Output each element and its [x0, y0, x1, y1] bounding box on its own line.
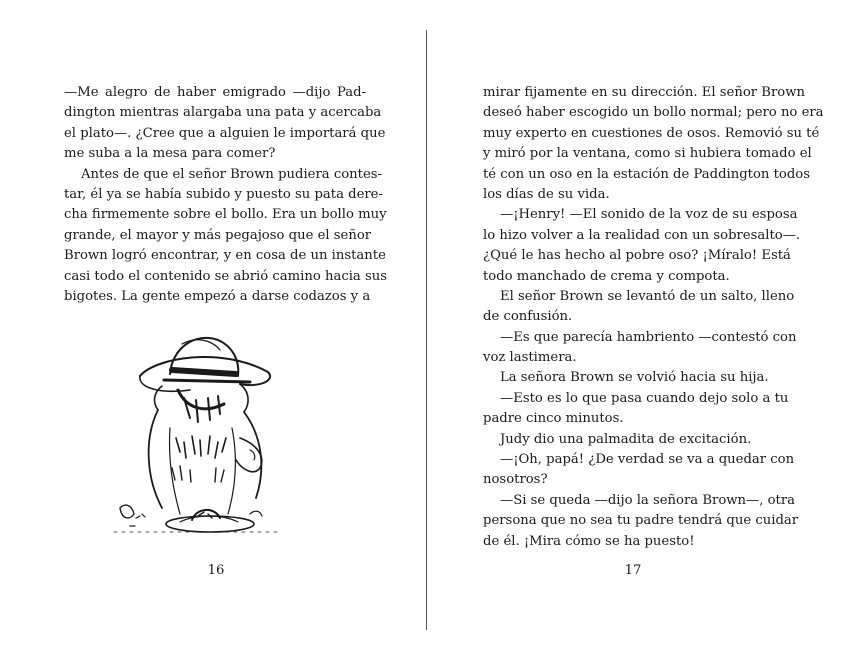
text-line: —Es que parecía hambriento —contestó con: [500, 329, 797, 345]
right-page: [427, 0, 850, 660]
text-line: padre cinco minutos.: [483, 411, 624, 427]
text-line: té con un oso en la estación de Paddington todos: [483, 166, 810, 182]
page-number: 17: [624, 563, 642, 578]
text-line: nosotros?: [483, 472, 548, 488]
bear-in-hat-sketch-icon: [100, 318, 290, 548]
text-line: —¡Oh, papá! ¿De verdad se va a quedar con: [500, 452, 795, 468]
text-line: deseó haber escogido un bollo normal; pero no era: [483, 105, 824, 121]
text-line: voz lastimera.: [483, 350, 577, 366]
text-line: —Me alegro de haber emigrado —dijo Pad-: [64, 85, 366, 100]
text-line: —Si se queda —dijo la señora Brown—, otra: [500, 492, 796, 508]
right-page-text: [483, 83, 824, 552]
text-line: grande, el mayor y más pegajoso que el señor: [64, 227, 372, 243]
text-line: Judy dio una palmadita de excitación.: [500, 431, 752, 447]
text-line: lo hizo volver a la realidad con un sobresalto—.: [483, 227, 801, 243]
text-line: todo manchado de crema y compota.: [483, 268, 730, 284]
text-line: dington mientras alargaba una pata y acercaba: [64, 105, 382, 121]
text-line: —¡Henry! —El sonido de la voz de su esposa: [500, 207, 798, 223]
text-line: Antes de que el señor Brown pudiera contes-: [81, 166, 382, 182]
text-line: tar, él ya se había subido y puesto su pata dere-: [64, 186, 383, 202]
text-line: casi todo el contenido se abrió camino hacia sus: [64, 268, 388, 284]
text-line: los días de su vida.: [483, 186, 610, 202]
text-line: Brown logró encontrar, y en cosa de un instante: [64, 248, 386, 264]
text-line: bigotes. La gente empezó a darse codazos y a: [64, 288, 371, 304]
text-line: el plato—. ¿Cree que a alguien le importará que: [64, 125, 386, 141]
text-line: y miró por la ventana, como si hubiera tomado el: [483, 146, 812, 162]
text-line: ¿Qué le has hecho al pobre oso? ¡Míralo! Está: [483, 248, 791, 264]
text-line: —Esto es lo que pasa cuando dejo solo a tu: [500, 390, 789, 406]
page-number: 16: [207, 563, 225, 578]
text-line: El señor Brown se levantó de un salto, lleno: [500, 288, 795, 304]
text-line: persona que no sea tu padre tendrá que cuidar: [483, 513, 799, 529]
text-line: mirar fijamente en su dirección. El señor Brown: [483, 85, 805, 100]
left-page-text: [64, 83, 388, 307]
text-line: La señora Brown se volvió hacia su hija.: [500, 370, 769, 386]
text-line: cha firmemente sobre el bollo. Era un bollo muy: [64, 207, 387, 223]
text-line: de él. ¡Mira cómo se ha puesto!: [483, 533, 695, 549]
text-line: de confusión.: [483, 309, 573, 325]
text-line: me suba a la mesa para comer?: [64, 146, 276, 162]
text-line: muy experto en cuestiones de osos. Removió su té: [483, 125, 820, 141]
